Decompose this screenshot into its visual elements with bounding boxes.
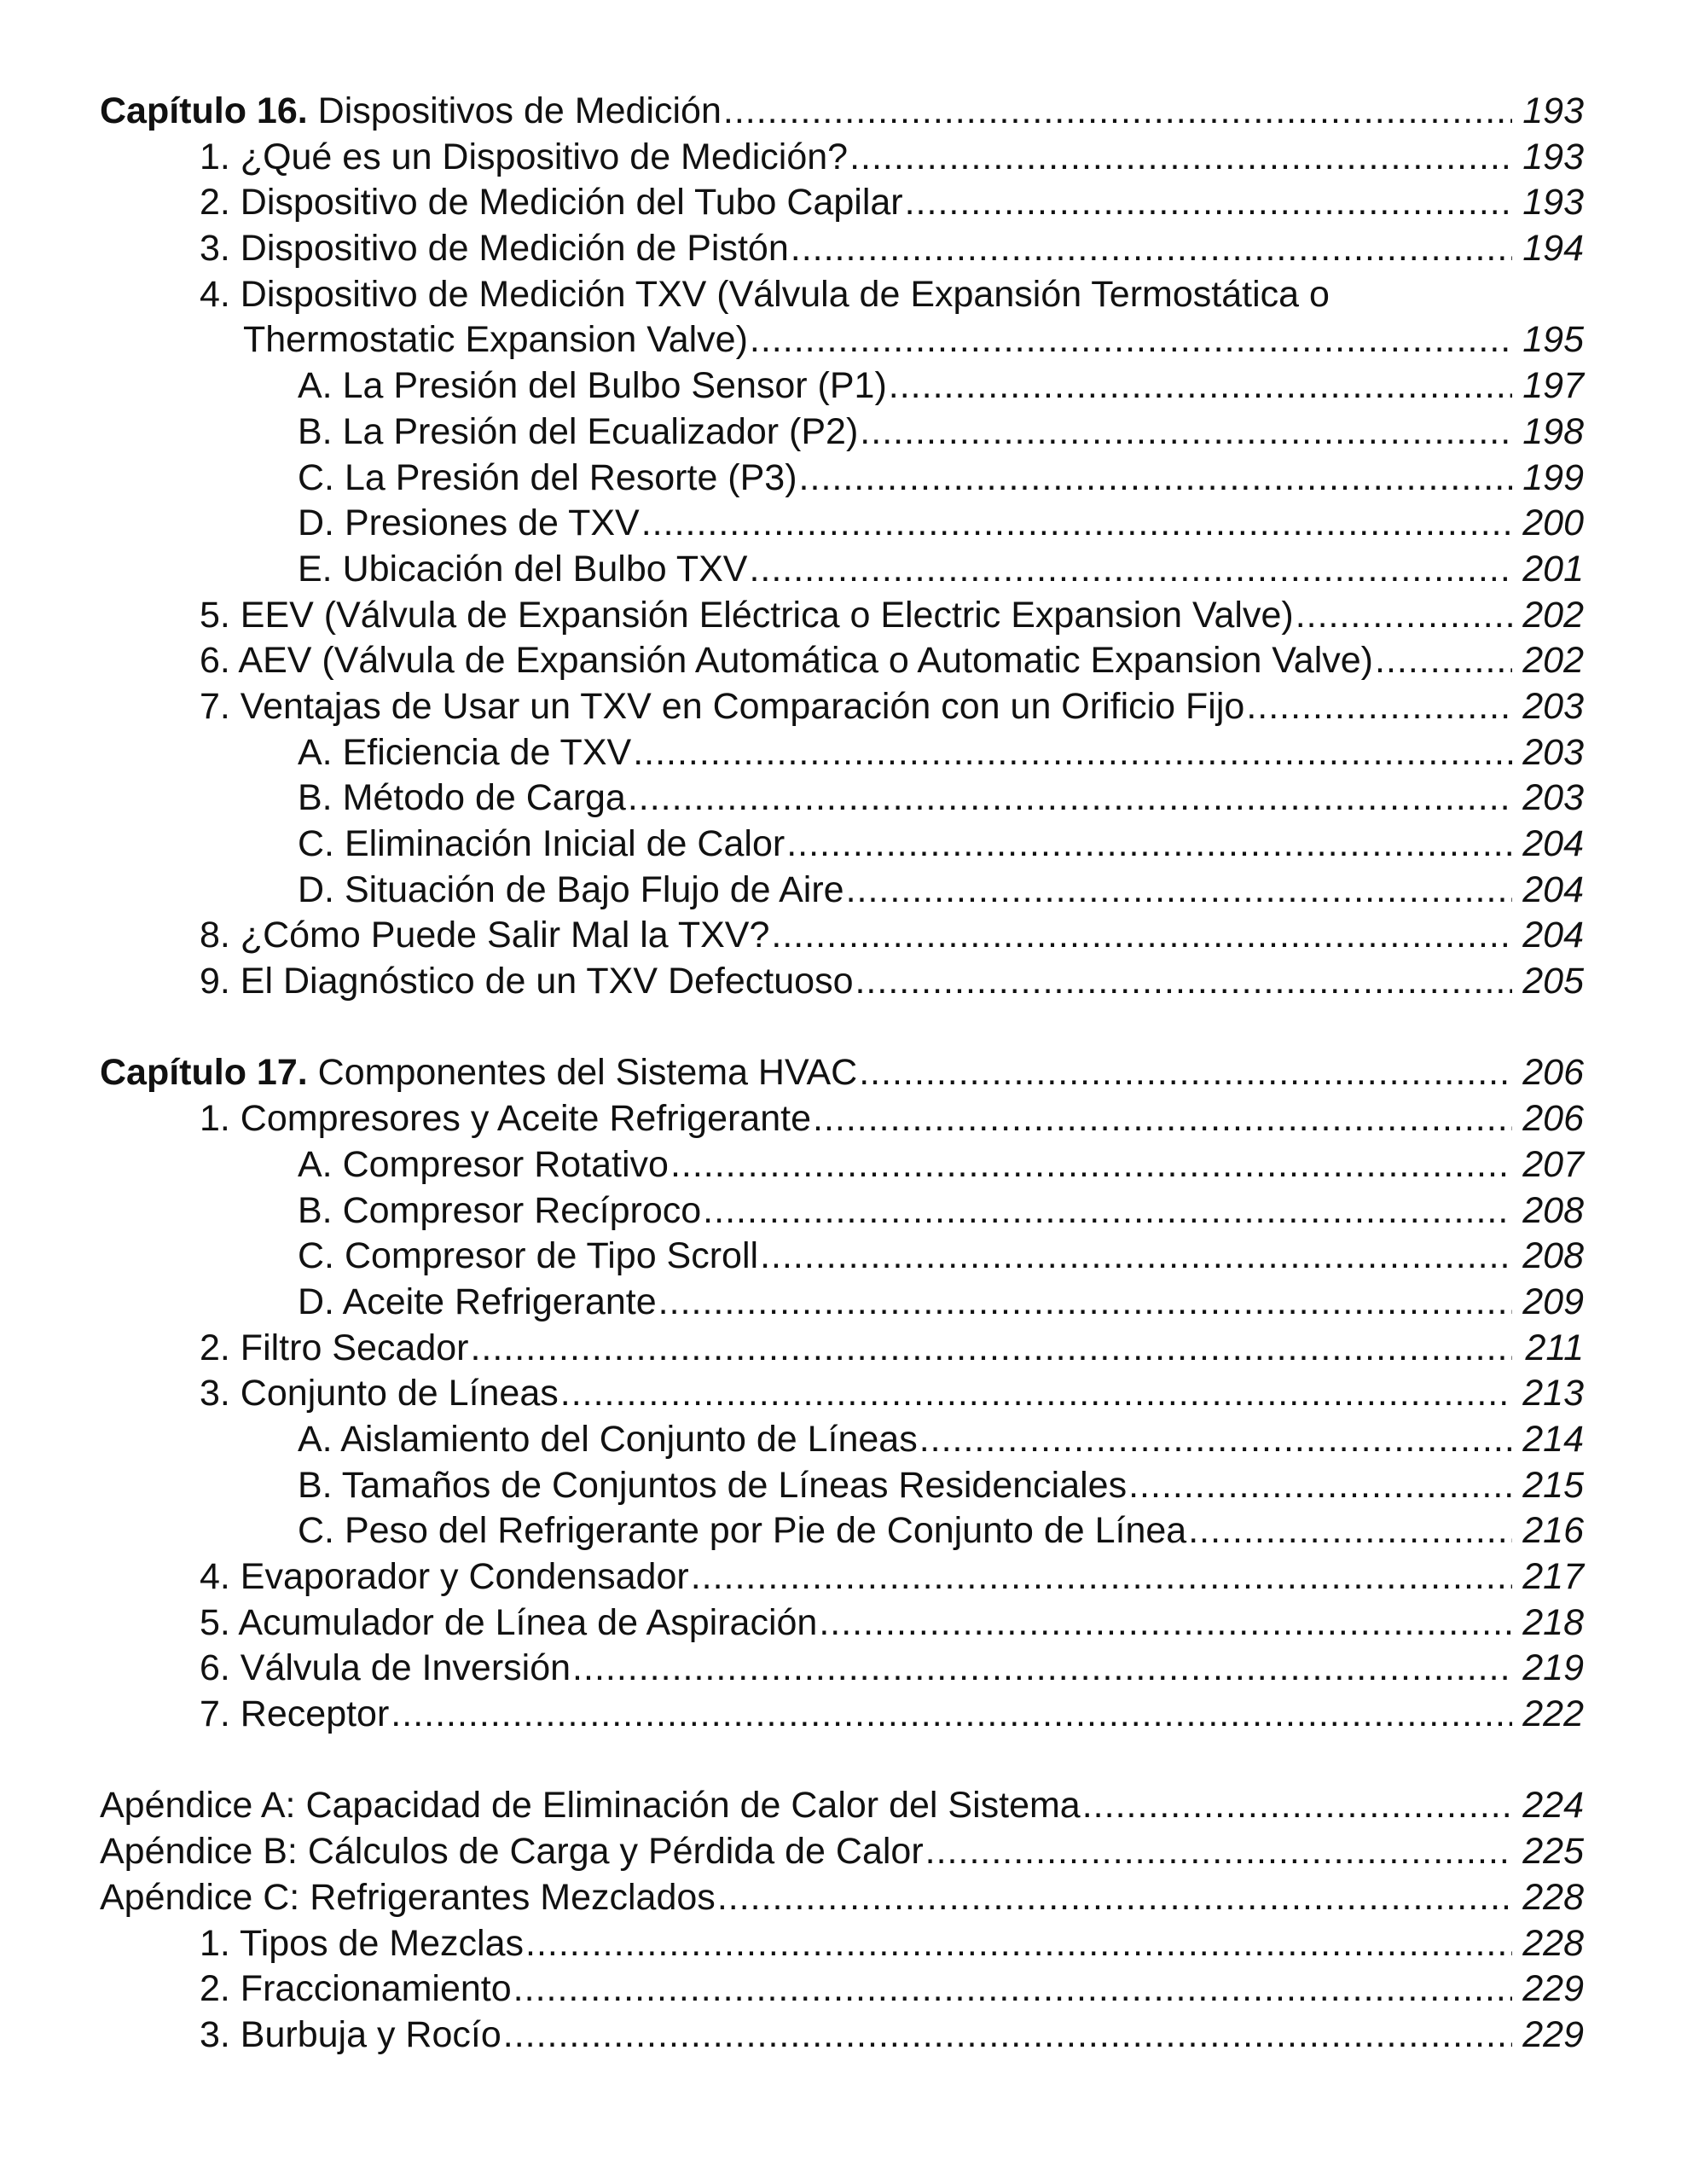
appendix-b[interactable] (100, 1829, 1584, 1875)
toc-entry-text: 8. ¿Cómo Puede Salir Mal la TXV? (200, 915, 770, 956)
dot-leader (1246, 684, 1512, 730)
toc-subentry[interactable] (100, 1188, 1584, 1234)
dot-leader (905, 180, 1512, 226)
toc-subentry[interactable] (100, 1280, 1584, 1326)
toc-entry-page: 201 (1522, 548, 1584, 590)
toc-subentry[interactable] (100, 547, 1584, 593)
toc-entry-page: 229 (1522, 1968, 1584, 2010)
toc-entry-text: D. Situación de Bajo Flujo de Aire (298, 868, 844, 910)
toc-entry-text: D. Aceite Refrigerante (298, 1281, 657, 1322)
appendix-a[interactable] (100, 1783, 1584, 1829)
toc-entry-text: B. Tamaños de Conjuntos de Líneas Residenciales (298, 1464, 1128, 1506)
dot-leader (658, 1280, 1512, 1326)
toc-entry-text: A. La Presión del Bulbo Sensor (P1) (298, 365, 887, 407)
dot-leader (470, 1326, 1512, 1372)
toc-entry-text: C. Compresor de Tipo Scroll (298, 1235, 759, 1277)
dot-leader (641, 501, 1512, 547)
toc-subentry[interactable] (100, 456, 1584, 502)
toc-entry-text: B. Compresor Recíproco (298, 1189, 702, 1231)
toc-entry[interactable] (100, 135, 1584, 181)
toc-entry[interactable] (100, 1326, 1584, 1372)
dot-leader (1296, 593, 1512, 639)
toc-entry-page: 193 (1522, 136, 1584, 177)
toc-entry[interactable] (100, 684, 1584, 730)
dot-leader (813, 1096, 1512, 1142)
toc-entry-text: C. La Presión del Resorte (P3) (298, 456, 797, 498)
toc-entry-text: D. Presiones de TXV (298, 502, 640, 544)
toc-entry-text: 4. Evaporador y Condensador (200, 1556, 689, 1597)
dot-leader (760, 1234, 1512, 1280)
toc-entry-text: C. Eliminación Inicial de Calor (298, 823, 786, 864)
chapter-17-title: Componentes del Sistema HVAC (317, 1052, 858, 1094)
toc-entry-page: 195 (1522, 319, 1584, 361)
toc-entry-page: 213 (1522, 1373, 1584, 1414)
dot-leader (628, 775, 1512, 822)
dot-leader (703, 1188, 1512, 1234)
toc-entry-page: 211 (1525, 1327, 1584, 1368)
dot-leader (889, 363, 1512, 410)
toc-entry-page: 209 (1522, 1281, 1584, 1322)
toc-entry-text: 1. Compresores y Aceite Refrigerante (200, 1098, 811, 1140)
toc-subentry[interactable] (100, 1463, 1584, 1509)
dot-leader (771, 913, 1512, 959)
toc-entry-page: 194 (1522, 228, 1584, 270)
dot-leader (786, 822, 1512, 868)
dot-leader (691, 1554, 1512, 1600)
toc-subentry[interactable] (100, 410, 1584, 456)
dot-leader (859, 1050, 1512, 1096)
toc-entry-page: 204 (1522, 868, 1584, 910)
chapter-16-label: Capítulo 16. (100, 90, 308, 131)
toc-subentry[interactable] (100, 730, 1584, 776)
toc-entry[interactable] (100, 1692, 1584, 1738)
toc-entry-text: 1. Tipos de Mezclas (200, 1922, 525, 1964)
chapter-17-heading[interactable] (100, 1050, 1584, 1096)
toc-entry-text: 5. Acumulador de Línea de Aspiración (200, 1601, 818, 1643)
toc-subentry[interactable] (100, 775, 1584, 822)
dot-leader (633, 730, 1512, 776)
dot-leader (1188, 1508, 1512, 1554)
dot-leader (391, 1692, 1512, 1738)
toc-entry-page: 202 (1522, 594, 1584, 636)
toc-entry[interactable] (100, 226, 1584, 272)
toc-entry-text: A. Aislamiento del Conjunto de Líneas (298, 1418, 918, 1460)
dot-leader (855, 959, 1512, 1005)
toc-entry[interactable] (100, 1371, 1584, 1417)
toc-entry-text: 7. Ventajas de Usar un TXV en Comparación con un Orificio Fijo (200, 685, 1245, 727)
toc-entry-text: A. Compresor Rotativo (298, 1143, 669, 1185)
toc-entry[interactable] (100, 2013, 1584, 2059)
toc-entry-text: Thermostatic Expansion Valve) (243, 319, 748, 361)
toc-entry-page: 200 (1522, 502, 1584, 544)
toc-subentry[interactable] (100, 1142, 1584, 1188)
toc-subentry[interactable] (100, 363, 1584, 410)
toc-entry-page: 204 (1522, 823, 1584, 864)
toc-entry-page: 216 (1522, 1510, 1584, 1552)
toc-subentry[interactable] (100, 501, 1584, 547)
toc-entry-page: 219 (1522, 1647, 1584, 1689)
chapter-16-title: Dispositivos de Medición (317, 90, 722, 131)
toc-entry[interactable] (100, 1600, 1584, 1647)
toc-entry-text: A. Eficiencia de TXV (298, 731, 632, 773)
toc-entry[interactable] (100, 1554, 1584, 1600)
toc-entry-text: B. Método de Carga (298, 777, 626, 819)
dot-leader (846, 868, 1512, 914)
toc-entry[interactable] (100, 1921, 1584, 1967)
dot-leader (560, 1371, 1512, 1417)
dot-leader (799, 456, 1512, 502)
chapter-17-label: Capítulo 17. (100, 1052, 308, 1094)
toc-entry-text: 6. Válvula de Inversión (200, 1647, 571, 1689)
dot-leader (1128, 1463, 1512, 1509)
dot-leader (791, 226, 1512, 272)
toc-entry-text: 2. Fraccionamiento (200, 1968, 512, 2010)
dot-leader (525, 1921, 1512, 1967)
toc-entry-text: 9. El Diagnóstico de un TXV Defectuoso (200, 961, 854, 1002)
toc-entry-page: 205 (1522, 961, 1584, 1002)
toc-entry[interactable] (100, 180, 1584, 226)
toc-entry[interactable] (100, 272, 1584, 318)
toc-entry-page: 204 (1522, 915, 1584, 956)
table-of-contents (100, 89, 1584, 2059)
toc-entry[interactable] (100, 638, 1584, 684)
toc-entry-page: 207 (1522, 1143, 1584, 1185)
toc-entry-text: 2. Filtro Secador (200, 1327, 469, 1368)
toc-entry-page: 202 (1522, 640, 1584, 682)
toc-subentry[interactable] (100, 868, 1584, 914)
toc-entry-text: B. La Presión del Ecualizador (P2) (298, 410, 859, 452)
toc-entry-text: 5. EEV (Válvula de Expansión Eléctrica o Electric Expansion Valve) (200, 594, 1294, 636)
toc-entry[interactable] (100, 959, 1584, 1005)
dot-leader (749, 547, 1512, 593)
toc-entry-text: 3. Conjunto de Líneas (200, 1373, 559, 1414)
dot-leader (717, 1875, 1512, 1921)
toc-entry[interactable] (100, 1096, 1584, 1142)
toc-entry-page: 193 (1522, 182, 1584, 224)
toc-entry-page: 206 (1522, 1098, 1584, 1140)
dot-leader (860, 410, 1512, 456)
toc-entry-text: 1. ¿Qué es un Dispositivo de Medición? (200, 136, 849, 177)
toc-entry-text: E. Ubicación del Bulbo TXV (298, 548, 748, 590)
dot-leader (1375, 638, 1512, 684)
dot-leader (503, 2013, 1512, 2059)
toc-entry-page: 228 (1522, 1876, 1584, 1918)
toc-subentry[interactable] (100, 1508, 1584, 1554)
chapter-16-heading[interactable] (100, 89, 1584, 135)
toc-subentry[interactable] (100, 1417, 1584, 1463)
toc-entry-page: 203 (1522, 731, 1584, 773)
toc-entry-text: Apéndice B: Cálculos de Carga y Pérdida de Calor (100, 1831, 924, 1873)
dot-leader (670, 1142, 1512, 1188)
dot-leader (750, 317, 1512, 363)
toc-entry-page: 203 (1522, 777, 1584, 819)
dot-leader (925, 1829, 1512, 1875)
toc-entry-page: 203 (1522, 685, 1584, 727)
dot-leader (572, 1646, 1512, 1692)
toc-entry[interactable] (100, 1966, 1584, 2013)
toc-entry-text: 3. Burbuja y Rocío (200, 2013, 501, 2055)
toc-entry-page: 225 (1522, 1831, 1584, 1873)
section-spacer (100, 1738, 1584, 1784)
toc-entry-page: 215 (1522, 1464, 1584, 1506)
toc-subentry[interactable] (100, 822, 1584, 868)
chapter-17-page: 206 (1522, 1052, 1584, 1094)
toc-entry-page: 228 (1522, 1922, 1584, 1964)
toc-entry-page: 222 (1522, 1693, 1584, 1735)
toc-entry-text: 4. Dispositivo de Medición TXV (Válvula de Expansión Termostática o (200, 273, 1330, 315)
toc-entry-page: 217 (1522, 1556, 1584, 1597)
dot-leader (723, 89, 1512, 135)
toc-entry-page: 198 (1522, 410, 1584, 452)
toc-entry-page: 208 (1522, 1189, 1584, 1231)
appendix-c[interactable] (100, 1875, 1584, 1921)
toc-entry-page: 197 (1522, 365, 1584, 407)
toc-subentry[interactable] (100, 1234, 1584, 1280)
dot-leader (513, 1966, 1512, 2013)
dot-leader (819, 1600, 1512, 1647)
toc-entry[interactable] (100, 913, 1584, 959)
toc-entry-text: 6. AEV (Válvula de Expansión Automática o Automatic Expansion Valve) (200, 640, 1373, 682)
toc-entry[interactable] (100, 593, 1584, 639)
toc-entry-text: Apéndice A: Capacidad de Eliminación de Calor del Sistema (100, 1785, 1081, 1827)
dot-leader (849, 135, 1512, 181)
toc-entry-text: 2. Dispositivo de Medición del Tubo Capilar (200, 182, 903, 224)
toc-entry-text: Apéndice C: Refrigerantes Mezclados (100, 1876, 716, 1918)
toc-entry-page: 229 (1522, 2013, 1584, 2055)
dot-leader (1082, 1783, 1512, 1829)
toc-entry-text: 3. Dispositivo de Medición de Pistón (200, 228, 789, 270)
section-spacer (100, 1005, 1584, 1051)
toc-entry-continuation[interactable] (100, 317, 1584, 363)
chapter-16-page: 193 (1522, 90, 1584, 131)
toc-entry-page: 199 (1522, 456, 1584, 498)
toc-entry-page: 224 (1522, 1785, 1584, 1827)
toc-entry[interactable] (100, 1646, 1584, 1692)
toc-entry-page: 214 (1522, 1418, 1584, 1460)
dot-leader (919, 1417, 1512, 1463)
toc-entry-page: 208 (1522, 1235, 1584, 1277)
toc-entry-page: 218 (1522, 1601, 1584, 1643)
toc-entry-text: 7. Receptor (200, 1693, 390, 1735)
toc-entry-text: C. Peso del Refrigerante por Pie de Conjunto de Línea (298, 1510, 1187, 1552)
